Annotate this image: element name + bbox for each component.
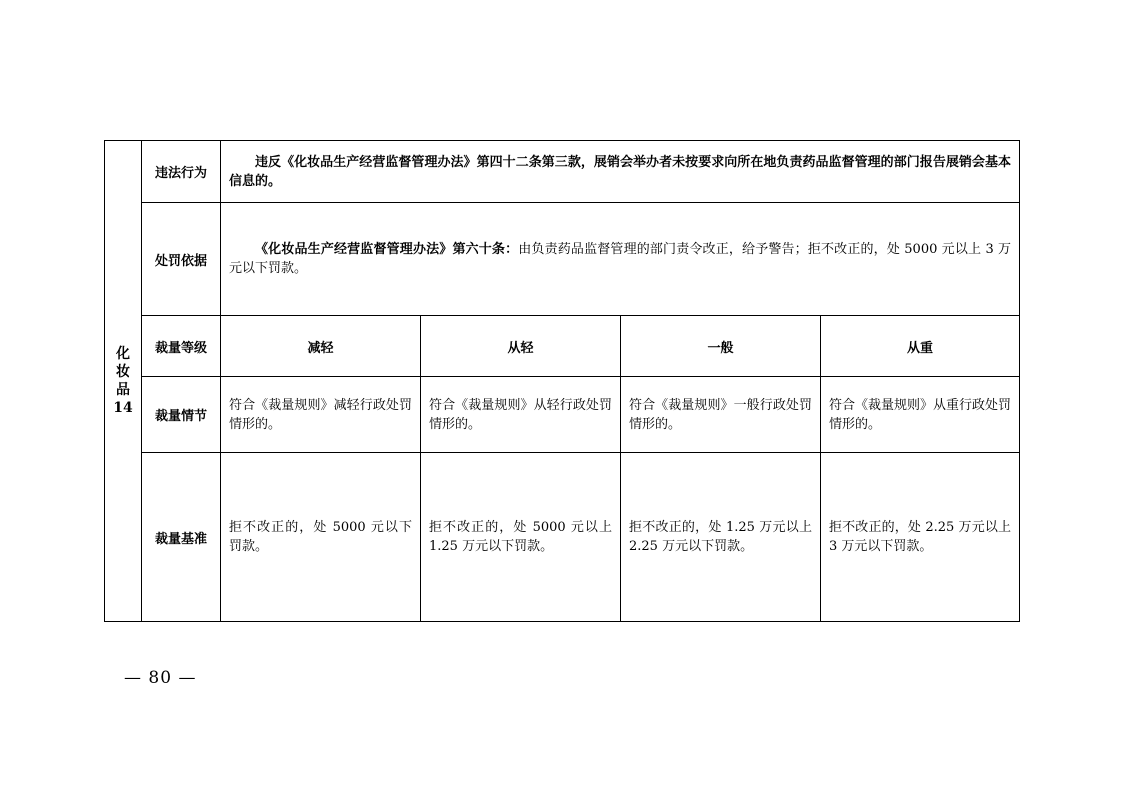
category-number: 14 — [113, 400, 133, 416]
circumstances-row — [105, 377, 1020, 453]
levels-label: 裁量等级 — [142, 316, 221, 377]
level-general: 一般 — [621, 316, 821, 377]
standard-general: 拒不改正的，处 1.25 万元以上 2.25 万元以下罚款。 — [621, 453, 821, 622]
basis-law: 《化妆品生产经营监督管理办法》第六十条： — [255, 242, 519, 257]
levels-row — [105, 316, 1020, 377]
violation-label: 违法行为 — [142, 141, 221, 203]
level-severe: 从重 — [821, 316, 1020, 377]
circumstance-mitigated: 符合《裁量规则》减轻行政处罚情形的。 — [221, 377, 421, 453]
basis-text: 由负责药品监督管理的部门责令改正，给予警告；拒不改正的，处 5000 元以上 3 万元以下罚款。 — [229, 242, 1012, 276]
circumstances-label: 裁量情节 — [142, 377, 221, 453]
circumstance-lenient: 符合《裁量规则》从轻行政处罚情形的。 — [421, 377, 621, 453]
level-lenient: 从轻 — [421, 316, 621, 377]
standards-row — [105, 453, 1020, 622]
basis-cell — [221, 203, 1020, 316]
page-number: — 80 — — [124, 668, 197, 688]
standard-lenient: 拒不改正的，处 5000 元以上 1.25 万元以下罚款。 — [421, 453, 621, 622]
violation-row — [105, 141, 1020, 203]
circumstance-general: 符合《裁量规则》一般行政处罚情形的。 — [621, 377, 821, 453]
violation-text: 违反《化妆品生产经营监督管理办法》第四十二条第三款，展销会举办者未按要求向所在地负责药品监督管理的部门报告展销会基本信息的。 — [221, 141, 1020, 203]
level-mitigated: 减轻 — [221, 316, 421, 377]
category-char-2: 妆 — [116, 364, 130, 380]
standard-severe: 拒不改正的，处 2.25 万元以上 3 万元以下罚款。 — [821, 453, 1020, 622]
penalty-discretion-table — [104, 140, 1020, 622]
basis-row — [105, 203, 1020, 316]
category-cell — [105, 141, 142, 622]
standard-mitigated: 拒不改正的，处 5000 元以下罚款。 — [221, 453, 421, 622]
category-char-1: 化 — [116, 346, 130, 362]
basis-label: 处罚依据 — [142, 203, 221, 316]
circumstance-severe: 符合《裁量规则》从重行政处罚情形的。 — [821, 377, 1020, 453]
category-char-3: 品 — [116, 382, 130, 398]
standards-label: 裁量基准 — [142, 453, 221, 622]
